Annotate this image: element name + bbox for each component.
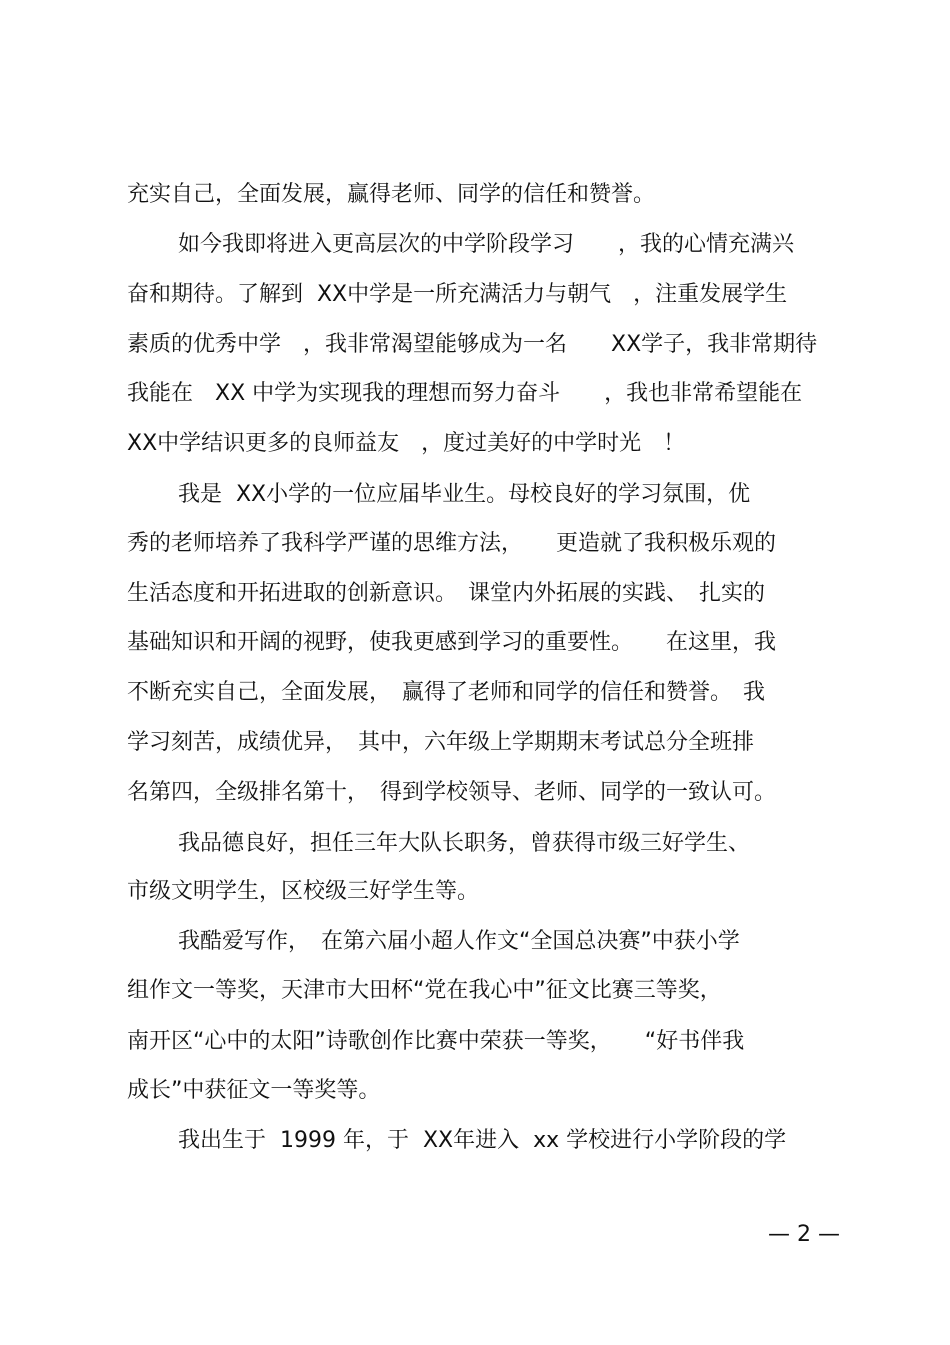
text-line-5: 我能在 XX 中学为实现我的理想而努力奋斗 ，我也非常希望能在: [127, 381, 803, 406]
text-line-13: 名第四，全级排名第十， 得到学校领导、老师、同学的一致认可。: [127, 780, 777, 805]
text-line-2: 如今我即将进入更高层次的中学阶段学习 ，我的心情充满兴: [178, 232, 795, 257]
text-line-14: 我品德良好，担任三年大队长职务，曾获得市级三好学生、: [178, 831, 751, 856]
text-line-1: 充实自己，全面发展，赢得老师、同学的信任和赞誉。: [127, 182, 656, 207]
text-line-17: 组作文一等奖，天津市大田杯“党在我心中”征文比赛三等奖，: [127, 978, 722, 1003]
text-line-3: 奋和期待。了解到 XX中学是一所充满活力与朝气 ，注重发展学生: [127, 282, 788, 307]
text-line-4: 素质的优秀中学 ，我非常渴望能够成为一名 XX学子，我非常期待: [127, 332, 818, 357]
page-number: — 2 —: [768, 1222, 840, 1247]
text-line-20: 我出生于 1999 年，于 XX年进入 xx 学校进行小学阶段的学: [178, 1128, 787, 1153]
text-line-18: 南开区“心中的太阳”诗歌创作比赛中荣获一等奖， “好书伴我: [127, 1029, 745, 1054]
text-line-7: 我是 XX小学的一位应届毕业生。母校良好的学习氛围，优: [178, 482, 751, 507]
text-line-15: 市级文明学生，区校级三好学生等。: [127, 879, 480, 904]
text-line-12: 学习刻苦，成绩优异， 其中，六年级上学期期末考试总分全班排: [127, 730, 755, 755]
text-line-8: 秀的老师培养了我科学严谨的思维方法， 更造就了我积极乐观的: [127, 531, 777, 556]
text-line-6: XX中学结识更多的良师益友 ，度过美好的中学时光 ！: [127, 431, 686, 456]
text-line-10: 基础知识和开阔的视野，使我更感到学习的重要性。 在这里，我: [127, 630, 777, 655]
text-line-16: 我酷爱写作， 在第六届小超人作文“全国总决赛”中获小学: [178, 929, 740, 954]
text-line-11: 不断充实自己，全面发展， 赢得了老师和同学的信任和赞誉。 我: [127, 680, 766, 705]
text-line-9: 生活态度和开拓进取的创新意识。 课堂内外拓展的实践、 扎实的: [127, 581, 766, 606]
text-line-19: 成长”中获征文一等奖等。: [127, 1078, 381, 1103]
